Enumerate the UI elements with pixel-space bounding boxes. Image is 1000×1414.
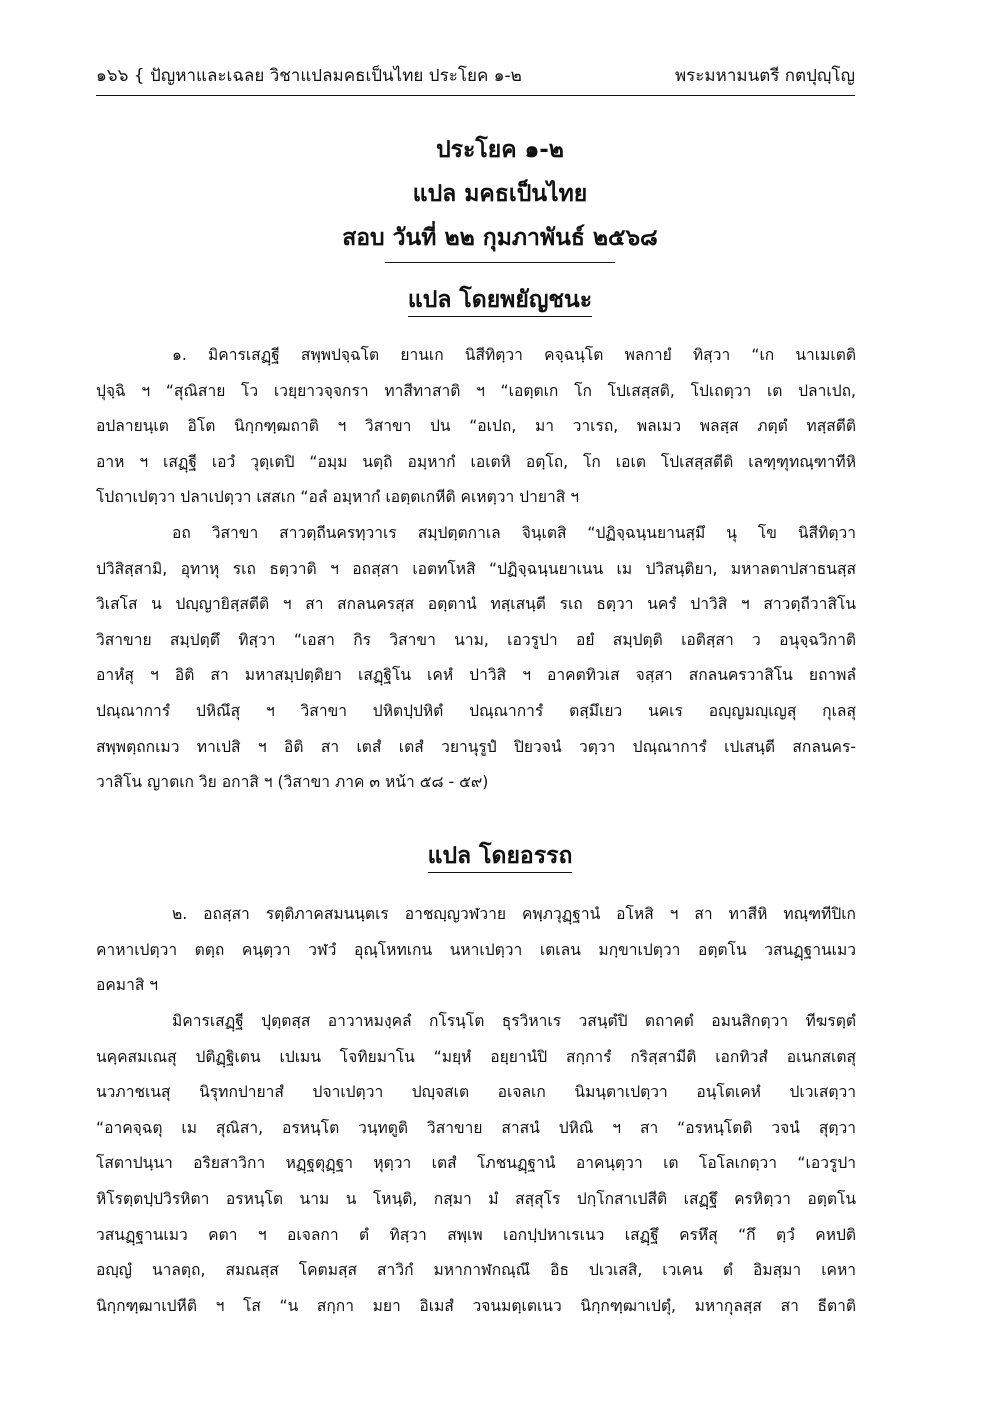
section2-paragraph-2: [96, 1004, 856, 1324]
header-left-text: ๑๖๖ { ปัญหาและเฉลย วิชาแปลมคธเป็นไทย ประโยค ๑-๒: [96, 66, 522, 86]
text-line: ปุจฺฉิ ฯ “สุณิสาย โว เวยฺยาวจฺจกรา ทาสีทาสาติ ฯ “เอตฺตเก โก โปเสสฺสติ, โปเถตฺวา เต ปลาเปถ,: [96, 381, 856, 400]
text-line: วาสิโน ญาตเก วิย อกาสิ ฯ (วิสาขา ภาค ๓ หน้า ๕๘ - ๕๙): [96, 773, 489, 792]
text-line: สพฺพตฺถกเมว ทาเปสิ ฯ อิติ สา เตสํ เตสํ วยานุรูปํ ปิยวจนํ วตฺวา ปณฺณาการํ เปเสนฺตี สกลนคร-: [96, 737, 856, 756]
section1-paragraph-1: [96, 338, 856, 516]
text-line: อาห ฯ เสฏฺฐี เอวํ วุตฺเตปิ “อมฺม นตฺถิ อมฺหากํ เอเตหิ อตฺโถ, โก เอเต โปเสสฺสตีติ เลฑฺฑุทณฺฑาทีหิ: [96, 452, 856, 471]
text-line: นวภาชเนสุ นิรุทกปายาสํ ปจาเปตฺวา ปญฺจสเต อเจลเก นิมนฺตาเปตฺวา อนฺโตเคหํ ปเวเสตฺวา: [96, 1083, 856, 1102]
title-date: สอบ วันที่ ๒๒ กุมภาพันธ์ ๒๕๖๘: [342, 225, 658, 251]
text-line: นิกฺกฑฺฒาเปหีติ ฯ โส “น สกฺกา มยา อิเมสํ วจนมตฺเตเนว นิกฺกฑฺฒาเปตุํ, มหากุลสฺส สา ธีตาติ: [96, 1296, 856, 1315]
text-line: อปลายนฺเต อิโต นิกฺกฑฺฒถาติ ฯ วิสาขา ปน “อเปถ, มา วาเรถ, พลเมว พลสฺส ภตฺตํ ทสฺสตีติ: [96, 417, 856, 436]
text-line: อถ วิสาขา สาวตฺถีนครทฺวาเร สมฺปตฺตกาเล จินฺเตสิ “ปฏิจฺฉนฺนยานสฺมึ นุ โข นิสีทิตฺวา: [172, 524, 856, 542]
text-line: ๒. อถสฺสา รตฺติภาคสมนนฺตเร อาชญฺญวฬวาย คพฺภวุฏฺฐานํ อโหสิ ฯ สา ทาสีหิ ทณฺฑทีปิเก: [172, 905, 856, 923]
page-header: [96, 62, 855, 96]
section2-paragraph-1: [96, 897, 856, 1004]
text-line: “อาคจฺฉตุ เม สุณิสา, อรหนฺโต วนฺทตูติ วิสาขาย สาสนํ ปหิณิ ฯ สา “อรหนฺโตติ วจนํ สุตฺวา: [96, 1118, 856, 1137]
text-line: ปวิสิสฺสามิ, อุทาหุ รเถ ธตฺวาติ ฯ อถสฺสา เอตทโหสิ “ปฏิจฺฉนฺนยาเนน เม ปวิสนฺติยา, มหาลตาปสาธนสฺส: [96, 559, 856, 578]
text-line: หิโรตฺตปฺปวิรหิตา อรหนฺโต นาม น โหนฺติ, กสฺมา มํ สสฺสุโร ปกฺโกสาเปสีติ เสฏฺฐึ ครหิตฺวา อตฺตโน: [96, 1189, 856, 1208]
text-line: โสตาปนฺนา อริยสาวิกา หฏฺฐตุฏฺฐา หุตฺวา เตสํ โภชนฏฺฐานํ อาคนฺตฺวา เต โอโลเกตฺวา “เอวรูปา: [96, 1154, 856, 1173]
text-line: ปณฺณาการํ ปหิณึสุ ฯ วิสาขา ปหิตปฺปหิตํ ปณฺณาการํ ตสฺมึเยว นคเร อญฺญมญฺเญสุ กุเลสุ: [96, 701, 856, 720]
text-line: อาหํสุ ฯ อิติ สา มหาสมฺปตฺติยา เสฏฺฐิโน เคหํ ปาวิสิ ฯ อาคตทิวเส จสฺสา สกลนครวาสิโน ยถาพลํ: [96, 666, 856, 685]
text-line: วสนฏฺฐานเมว คตา ฯ อเจลกา ตํ ทิสฺวา สพฺเพ เอกปฺปหาเรเนว เสฏฺฐึ ครหึสุ “กึ ตฺวํ คหปติ: [96, 1225, 856, 1244]
exam-title-block: [0, 128, 1000, 263]
text-line: ๑. มิคารเสฏฺฐี สพฺพปจฺฉโต ยานเก นิสีทิตฺวา คจฺฉนฺโต พลกายํ ทิสฺวา “เก นาเมเตติ: [172, 346, 856, 364]
text-line: โปถาเปตฺวา ปลาเปตฺวา เสสเก “อลํ อมฺหากํ เอตฺตเกหีติ คเหตฺวา ปายาสิ ฯ: [96, 488, 579, 507]
section2-heading: แปล โดยอรรถ: [0, 838, 1000, 874]
section1-heading: แปล โดยพยัญชนะ: [0, 282, 1000, 318]
text-line: มิคารเสฏฺฐี ปุตฺตสฺส อาวาหมงฺคลํ กโรนฺโต ธุรวิหาเร วสนฺตํปิ ตถาคตํ อมนสิกตฺวา ทีฆรตฺตํ: [172, 1012, 856, 1030]
text-line: คาหาเปตฺวา ตตฺถ คนฺตฺวา วฬวํ อุณฺโหทเกน นหาเปตฺวา เตเลน มกฺขาเปตฺวา อตฺตโน วสนฏฺฐานเมว: [96, 940, 856, 959]
title-level: ประโยค ๑-๒: [436, 137, 564, 163]
text-line: วิเสโส น ปญฺญายิสฺสตีติ ฯ สา สกลนครสฺส อตฺตานํ ทสฺเสนฺตี รเถ ธตฺวา นครํ ปาวิสิ ฯ สาวตฺถีวาสิโน: [96, 595, 856, 614]
text-line: อญฺญํ นาลตฺถ, สมณสฺส โคตมสฺส สาวิกํ มหากาฬกณฺณึ อิธ ปเวเสสิ, เวเคน ตํ อิมสฺมา เคหา: [96, 1261, 856, 1280]
title-subject: แปล มคธเป็นไทย: [412, 181, 588, 207]
text-line: นคฺคสมเณสุ ปติฏฺฐิเตน เปเมน โจทิยมาโน “มยฺหํ อยฺยานํปิ สกฺการํ กริสฺสามีติ เอกทิวสํ อเนกสเตสุ: [96, 1047, 856, 1066]
text-line: อคมาสิ ฯ: [96, 976, 159, 995]
text-line: วิสาขาย สมฺปตฺตึ ทิสฺวา “เอสา กิร วิสาขา นาม, เอวรูปา อยํ สมฺปตฺติ เอติสฺสา ว อนุจฺฉวิกาติ: [96, 630, 856, 649]
section1-paragraph-2: [96, 516, 856, 801]
header-author: พระมหามนตรี กตปุญฺโญ: [674, 66, 855, 86]
title-divider: [385, 262, 615, 263]
